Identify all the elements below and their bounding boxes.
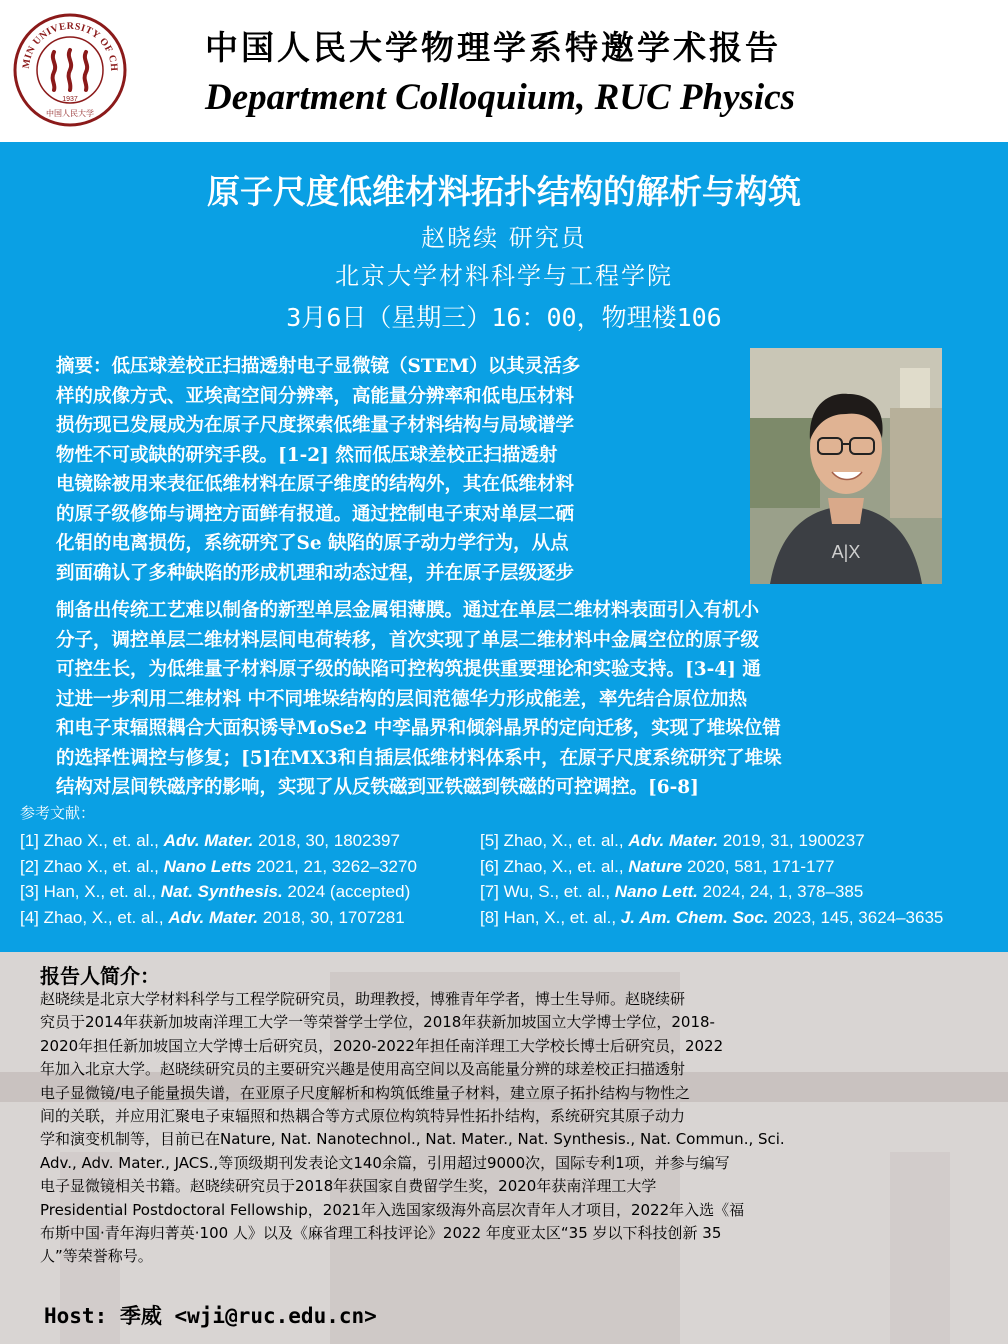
bio-line: 间的关联，并应用汇聚电子束辐照和热耦合等方式原位构筑特异性拓扑结构，系统研究其原子动力 — [40, 1106, 686, 1125]
logo-ring-text: MIN UNIVERSITY OF CH — [20, 20, 120, 72]
bio-line: 布斯中国·青年海归菁英·100 人》以及《麻省理工科技评论》2022 年度亚太区“35 岁以下科技创新 35 — [40, 1223, 722, 1242]
bio-line: 电子显微镜/电子能量损失谱，在亚原子尺度解析和构筑低维量子材料，建立原子拓扑结构与物性之 — [40, 1083, 691, 1102]
reference-item: [2] Zhao X., et. al., Nano Letts 2021, 21, 3262–3270 — [20, 856, 417, 876]
abstract-line: 过进一步利用二维材料 中不同堆垛结构的层间范德华力形成能差，率先结合原位加热 — [56, 688, 747, 710]
bio-line: 年加入北京大学。赵晓续研究员的主要研究兴趣是使用高空间以及高能量分辨的球差校正扫描透射 — [40, 1060, 686, 1079]
colloquium-title-en: Department Colloquium, RUC Physics — [205, 77, 796, 118]
host-contact: Host: 季威 <wji@ruc.edu.cn> — [44, 1304, 377, 1328]
abstract-line: 的选择性调控与修复；[5]在MX3和自插层低维材料体系中，在原子尺度系统研究了堆垛 — [56, 747, 782, 769]
bio-line: Presidential Postdoctoral Fellowship，2021年入选国家级海外高层次青年人才项目，2022年入选《福 — [40, 1200, 745, 1219]
references-left — [20, 828, 417, 930]
svg-text:A|X: A|X — [831, 542, 861, 562]
bio-line: 人”等荣誉称号。 — [40, 1247, 153, 1266]
abstract-line: 化钼的电离损伤，系统研究了Se 缺陷的原子动力学行为，从点 — [56, 533, 569, 554]
logo-bottom-text: 中国人民大学 — [46, 109, 94, 118]
abstract-line: 和电子束辐照耦合大面积诱导MoSe2 中孪晶界和倾斜晶界的定向迁移，实现了堆垛位错 — [56, 718, 781, 739]
speaker-name: 赵晓续 研究员 — [421, 224, 587, 252]
reference-item: [4] Zhao, X., et. al., Adv. Mater. 2018, 30, 1707281 — [20, 907, 405, 927]
abstract-line: 的原子级修饰与调控方面鲜有报道。通过控制电子束对单层二硒 — [56, 503, 575, 525]
speaker-photo — [750, 348, 942, 584]
logo-year: 1937 — [62, 96, 78, 103]
abstract-line: 损伤现已发展成为在原子尺度探索低维量子材料结构与局域谱学 — [56, 415, 575, 436]
reference-item: [5] Zhao, X., et. al., Adv. Mater. 2019, 31, 1900237 — [480, 831, 865, 850]
abstract-line: 分子，调控单层二维材料层间电荷转移，首次实现了单层二维材料中金属空位的原子级 — [56, 629, 760, 651]
speaker-affiliation: 北京大学材料科学与工程学院 — [335, 262, 673, 290]
reference-item: [1] Zhao X., et. al., Adv. Mater. 2018, 30, 1802397 — [20, 831, 400, 850]
abstract-line: 制备出传统工艺难以制备的新型单层金属钼薄膜。通过在单层二维材料表面引入有机小 — [56, 600, 760, 621]
header — [0, 0, 1008, 142]
abstract-line: 到面确认了多种缺陷的形成机理和动态过程，并在原子层级逐步 — [56, 562, 575, 584]
bio-line: Adv., Adv. Mater., JACS.,等顶级期刊发表论文140余篇，引用超过9000次，国际专利1项，并参与编写 — [40, 1153, 730, 1172]
reference-item: [8] Han, X., et. al., J. Am. Chem. Soc. 2023, 145, 3624–3635 — [480, 907, 944, 927]
abstract-line: 电镜除被用来表征低维材料在原子维度的结构外，其在低维材料 — [56, 474, 575, 495]
talk-datetime: 3月6日（星期三）16：00，物理楼106 — [286, 303, 722, 332]
svg-text:RENMIN UNIVERSITY OF CHINA — [12, 12, 119, 72]
bio-line: 赵晓续是北京大学材料科学与工程学院研究员，助理教授，博雅青年学者，博士生导师。赵晓续研 — [40, 990, 686, 1008]
references-right — [480, 828, 943, 930]
abstract-line: 物性不可或缺的研究手段。[1-2] 然而低压球差校正扫描透射 — [56, 444, 558, 466]
abstract-line: 结构对层间铁磁序的影响，实现了从反铁磁到亚铁磁到铁磁的可控调控。[6-8] — [56, 777, 699, 798]
reference-item: [7] Wu, S., et. al., Nano Lett. 2024, 24, 1, 378–385 — [480, 882, 864, 901]
references-heading: 参考文献： — [20, 804, 96, 822]
reference-item: [3] Han, X., et. al., Nat. Synthesis. 2024 (accepted) — [20, 882, 411, 901]
bio-line: 究员于2014年获新加坡南洋理工大学一等荣誉学士学位，2018年获新加坡国立大学博士学位，2018- — [40, 1013, 715, 1032]
abstract-line: 可控生长，为低维量子材料原子级的缺陷可控构筑提供重要理论和实验支持。[3-4] 通 — [56, 659, 761, 680]
speaker-bio — [40, 988, 970, 1269]
abstract-line: 摘要：低压球差校正扫描透射电子显微镜（STEM）以其灵活多 — [56, 356, 581, 377]
university-logo — [12, 12, 128, 128]
talk-title: 原子尺度低维材料拓扑结构的解析与构筑 — [207, 172, 801, 211]
bio-line: 2020年担任新加坡国立大学博士后研究员，2020-2022年担任南洋理工大学校长博士后研究员，2022 — [40, 1036, 724, 1055]
colloquium-title-cn: 中国人民大学物理学系特邀学术报告 — [205, 28, 781, 67]
bio-heading: 报告人简介： — [40, 964, 160, 988]
renmin-university-seal-icon — [12, 12, 128, 128]
bio-line: 学和演变机制等，目前已在Nature, Nat. Nanotechnol., Nat. Mater., Nat. Synthesis., Nat. Commun., Sci. — [40, 1130, 785, 1149]
bio-line: 电子显微镜相关书籍。赵晓续研究员于2018年获国家自费留学生奖，2020年获南洋理工大学 — [40, 1177, 657, 1196]
reference-item: [6] Zhao, X., et. al., Nature 2020, 581, 171-177 — [480, 856, 835, 876]
abstract-line: 样的成像方式、亚埃高空间分辨率，高能量分辨率和低电压材料 — [56, 385, 575, 407]
